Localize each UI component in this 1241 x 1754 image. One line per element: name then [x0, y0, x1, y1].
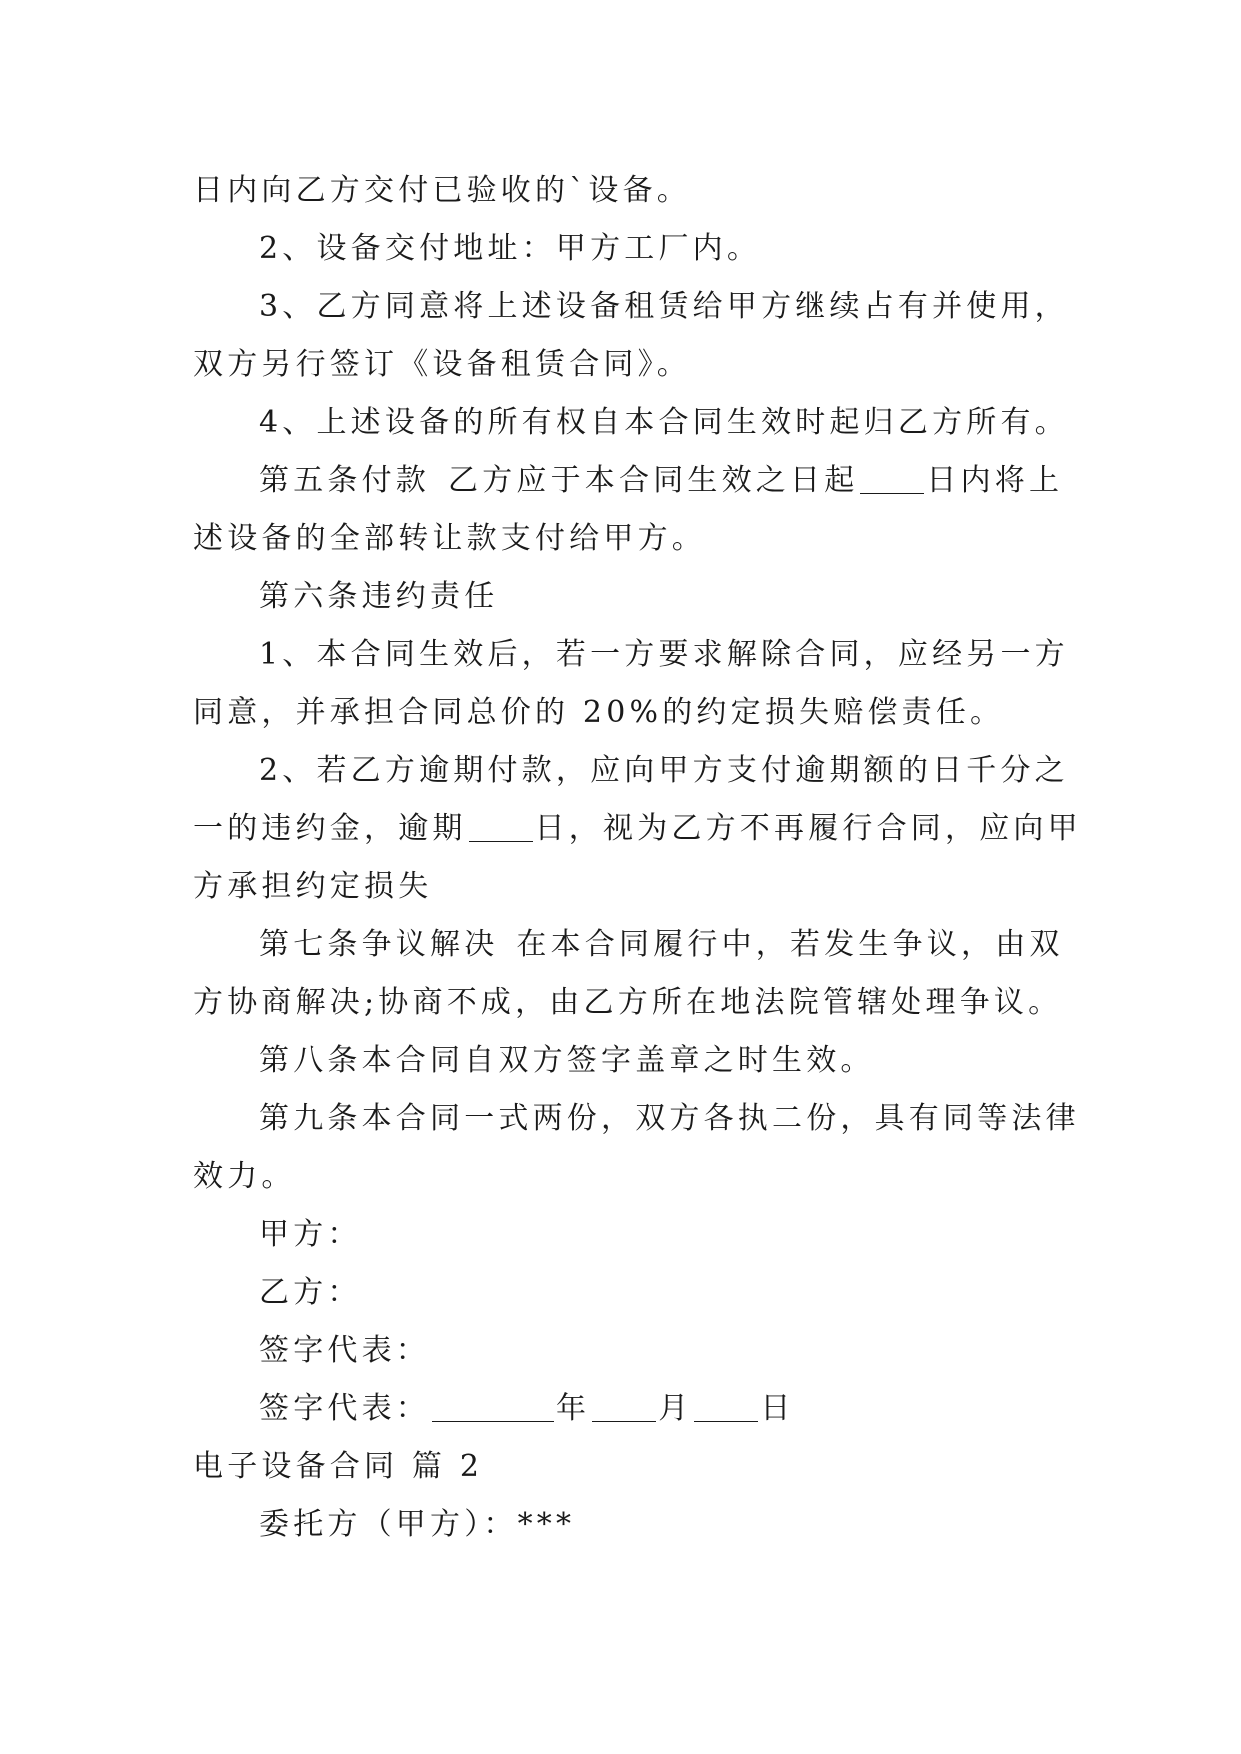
article-5-payment — [193, 452, 1064, 510]
article-9: 第九条本合同一式两份，双方各执二份，具有同等法律 — [259, 1101, 1080, 1136]
clause-item: 1、本合同生效后，若一方要求解除合同，应经另一方 — [259, 637, 1069, 672]
text-line — [193, 800, 1082, 858]
text-line: 同意，并承担合同总价的 20%的约定损失赔偿责任。 — [193, 695, 1005, 730]
party-b-signature: 乙方： — [259, 1275, 362, 1310]
text-line: 述设备的全部转让款支付给甲方。 — [193, 521, 706, 556]
client-party-a: 委托方（甲方）：*** — [259, 1507, 576, 1542]
text-span: 在本合同履行中，若发生争议，由双 — [516, 927, 1064, 962]
year-label: 年 — [556, 1391, 591, 1426]
section-title: 电子设备合同 篇 2 — [193, 1449, 484, 1484]
text-line: 日内向乙方交付已验收的`设备。 — [193, 173, 691, 208]
representative-date — [193, 1380, 1055, 1438]
fill-in-blank — [469, 811, 533, 842]
clause-item: 3、乙方同意将上述设备租赁给甲方继续占有并使用， — [259, 289, 1069, 324]
article-8: 第八条本合同自双方签字盖章之时生效。 — [259, 1043, 875, 1078]
article-heading: 第五条付款 — [259, 463, 430, 498]
text-line: 效力。 — [193, 1159, 296, 1194]
clause-item: 2、若乙方逾期付款，应向甲方支付逾期额的日千分之 — [259, 753, 1069, 788]
clause-item: 2、设备交付地址：甲方工厂内。 — [259, 231, 762, 266]
text-span: 乙方应于本合同生效之日起 — [448, 463, 859, 498]
year-blank — [432, 1391, 554, 1422]
clause-item: 4、上述设备的所有权自本合同生效时起归乙方所有。 — [259, 405, 1069, 440]
article-heading: 第六条违约责任 — [259, 579, 499, 614]
month-label: 月 — [658, 1391, 693, 1426]
fill-in-blank — [860, 463, 924, 494]
day-blank — [694, 1391, 758, 1422]
text-span: 日内将上 — [926, 463, 1064, 498]
text-line: 双方另行签订《设备租赁合同》。 — [193, 347, 691, 382]
month-blank — [592, 1391, 656, 1422]
party-a-signature: 甲方： — [259, 1217, 362, 1252]
article-heading: 第七条争议解决 — [259, 927, 499, 962]
text-span: 日，视为乙方不再履行合同，应向甲 — [534, 811, 1082, 846]
article-7-dispute — [193, 916, 1064, 974]
day-label: 日 — [760, 1391, 795, 1426]
text-span: 一的违约金，逾期 — [193, 811, 467, 846]
document-body — [193, 162, 1082, 1554]
text-line: 方协商解决;协商不成，由乙方所在地法院管辖处理争议。 — [193, 985, 1063, 1020]
representative-signature: 签字代表： — [259, 1333, 430, 1368]
text-span: 签字代表： — [259, 1391, 430, 1426]
text-line: 方承担约定损失 — [193, 869, 433, 904]
